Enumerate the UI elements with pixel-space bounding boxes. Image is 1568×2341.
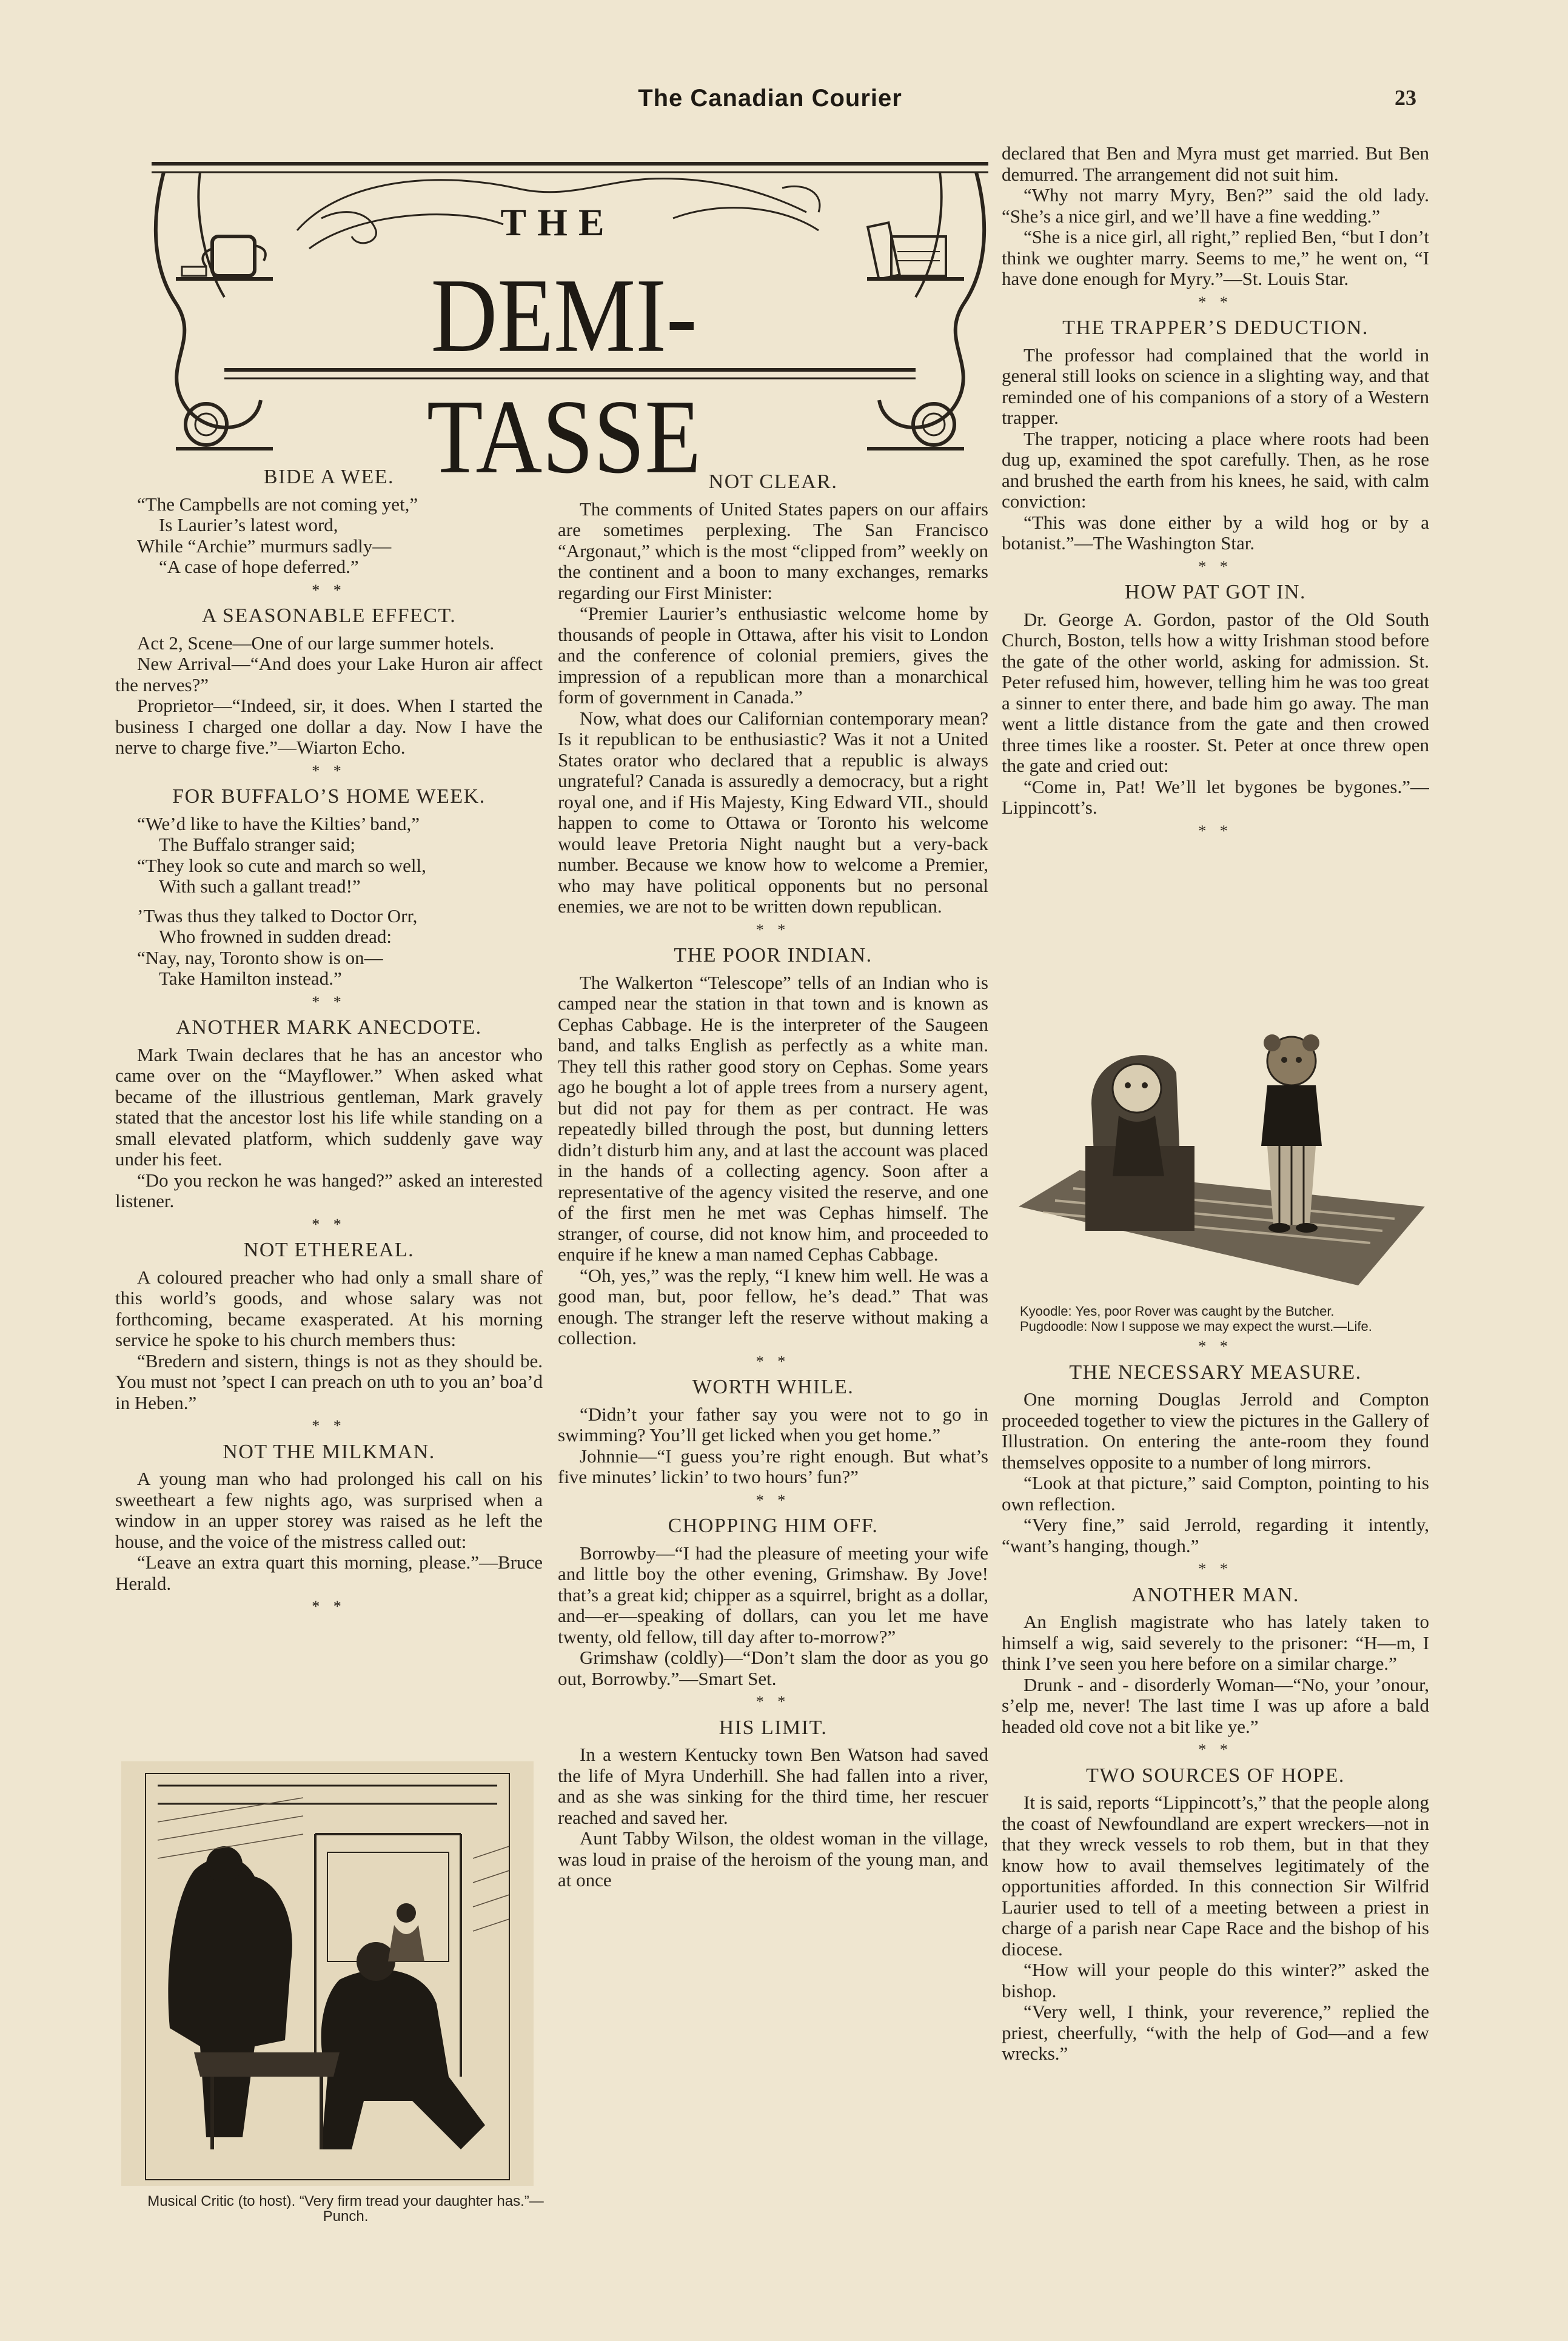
column-3-top <box>1002 143 1429 1004</box>
paragraph: An English magistrate who has lately taken to himself a wig, said severely to the prisoner: “H—m, I think I’ve seen you here before on a similar charge.” <box>1002 1611 1429 1674</box>
separator-stars: * * <box>312 1215 346 1233</box>
paragraph: Now, what does our Californian contemporary mean? Is it republican to be enthusiastic? Was it not a United States orator who declared that a republic is always ungrateful? Canada is assuredly a democracy, but a right royal one, and if His Majesty, King Edward VII., should happen to come to Ottawa or Toronto his welcome would leave Pretoria Night naught but a very-back number. Because we know how to welcome a Premier, who may have political opponents but no personal enemies, we are not to be written down republican. <box>558 707 988 917</box>
paragraph: The trapper, noticing a place where roots had been dug up, examined the spot carefully. Then, as he rose and brushed the earth from his knees, he said, with calm conviction: <box>1002 427 1429 512</box>
paragraph: “Why not marry Myry, Ben?” said the old lady. “She’s a nice girl, and we’ll have a fine wedding.” <box>1002 184 1429 227</box>
separator-stars: * * <box>1198 1741 1233 1758</box>
paragraph: Act 2, Scene—One of our large summer hotels. <box>137 632 495 654</box>
paragraph: “Come in, Pat! We’ll let bygones be bygones.”—Lippincott’s. <box>1002 775 1429 818</box>
page-number: 23 <box>1395 85 1416 110</box>
paragraph: The Walkerton “Telescope” tells of an Indian who is camped near the station in that town and is known as Cephas Cabbage. He is the interpreter of the Saugeen band, and talks English as perfectly as a white man. They tell this rather good story on Cephas. Some years ago he bought a lot of apple trees from a nursery agent, but did not pay for them as per contract. He was repeatedly billed through the post, but dunning letters didn’t disturb him any, and at last the account was placed in the hands of a collecting agency. Soon after a representative of the agency visited the reserve, and one of the first men he met was Cephas himself. The stranger, of course, did not know him, and proceeded to enquire if he knew a man named Cephas Cabbage. <box>558 971 988 1265</box>
separator-stars: * * <box>312 1417 346 1435</box>
kyoodle-pugdoodle-illustration <box>1007 1025 1425 1291</box>
paragraph: “Oh, yes,” was the reply, “I knew him well. He was a good man, but, poor fellow, he’s dead.” That was enough. The stranger left the reserve without making a collection. <box>558 1264 988 1348</box>
verse-line: “Nay, nay, Toronto show is on— <box>137 946 383 968</box>
paragraph: Proprietor—“Indeed, sir, it does. When I started the business I charged one dollar a day. Now I have the nerve to charge five.”—Wiarton Echo. <box>115 695 543 758</box>
running-head <box>0 85 1568 121</box>
paragraph: “Premier Laurier’s enthusiastic welcome home by thousands of people in Ottawa, after his visit to London and the conference of colonial premiers, gives the impression of a republican more than a monarchical form of government in Canada.” <box>558 603 988 708</box>
paragraph: Drunk - and - disorderly Woman—“No, your ’onour, s’elp me, never! The last time I was up afore a bald headed old cove not a bit like ye.” <box>1002 1673 1429 1737</box>
separator-stars: * * <box>312 581 346 599</box>
journal-title: The Canadian Courier <box>638 85 902 112</box>
paragraph: Grimshaw (coldly)—“Don’t slam the door as you go out, Borrowby.”—Smart Set. <box>558 1647 988 1689</box>
paragraph: “Very well, I think, your reverence,” replied the priest, cheerfully, “with the help of God—and a few wrecks.” <box>1002 2001 1429 2064</box>
verse-line: “The Campbells are not coming yet,” <box>137 493 418 515</box>
paragraph: In a western Kentucky town Ben Watson had saved the life of Myra Underhill. She had fallen into a river, and as she was sinking for the third time, her rescuer reached and saved her. <box>558 1744 988 1828</box>
heading-not-clear: NOT CLEAR. <box>708 471 838 493</box>
separator-stars: * * <box>1198 557 1233 575</box>
heading-two-sources-of-hope: TWO SOURCES OF HOPE. <box>1086 1764 1345 1787</box>
paragraph: “She is a nice girl, all right,” replied Ben, “but I don’t think we oughter marry. Seems to me,” he went on, “I have done enough for Myry.”—St. Louis Star. <box>1002 226 1429 289</box>
paragraph: declared that Ben and Myra must get married. But Ben demurred. The arrangement did not suit him. <box>1002 143 1429 185</box>
verse-line: The Buffalo stranger said; <box>159 834 355 855</box>
separator-stars: * * <box>756 1693 791 1710</box>
verse-line: With such a gallant tread!” <box>159 876 361 897</box>
separator-stars: * * <box>756 1352 791 1370</box>
paragraph: “Very fine,” said Jerrold, regarding it intently, “want’s hanging, though.” <box>1002 1514 1429 1556</box>
separator-stars: * * <box>1198 822 1233 840</box>
column-1 <box>115 462 543 1735</box>
heading-another-man: ANOTHER MAN. <box>1131 1583 1299 1606</box>
heading-poor-indian: THE POOR INDIAN. <box>674 944 873 966</box>
separator-stars: * * <box>312 993 346 1011</box>
separator-stars: * * <box>312 762 346 780</box>
paragraph: Aunt Tabby Wilson, the oldest woman in the village, was loud in praise of the heroism of the young man, and at once <box>558 1827 988 1891</box>
paragraph: A coloured preacher who had only a small share of this world’s goods, and whose salary was not forthcoming, became exasperated. At his morning service he spoke to his church members thus: <box>115 1266 543 1350</box>
column-2 <box>558 467 988 2256</box>
heading-necessary-measure: THE NECESSARY MEASURE. <box>1069 1361 1362 1384</box>
verse-line: Is Laurier’s latest word, <box>159 514 338 535</box>
banner-title-big: DEMI-TASSE <box>426 256 702 495</box>
paragraph: “Leave an extra quart this morning, please.”—Bruce Herald. <box>115 1552 543 1594</box>
musical-critic-illustration <box>121 1761 534 2186</box>
paragraph: “How will your people do this winter?” asked the bishop. <box>1002 1959 1429 2001</box>
verse-line: “A case of hope deferred.” <box>159 556 359 577</box>
verse-buffalo <box>115 814 543 990</box>
separator-stars: * * <box>312 1598 346 1615</box>
paragraph: The professor had complained that the world in general still looks on science in a slighting way, and that reminded one of his companions of a story of a Western trapper. <box>1002 344 1429 428</box>
separator-stars: * * <box>756 1491 791 1509</box>
illustration-caption-2b: Pugdoodle: Now I suppose we may expect the wurst.—Life. <box>1020 1319 1372 1334</box>
heading-mark-anecdote: ANOTHER MARK ANECDOTE. <box>176 1016 482 1039</box>
separator-stars: * * <box>1198 1338 1233 1355</box>
paragraph: “Didn’t your father say you were not to go in swimming? You’ll get licked when you get home.” <box>558 1403 988 1445</box>
paragraph: It is said, reports “Lippincott’s,” that the people along the coast of Newfoundland are expert wreckers—not in that they wreck vessels to rob them, but in that they know how to avail themselves legitimately of the opportunities afforded. In this connection Sir Wilfrid Laurier used to tell of a meeting between a priest in charge of a parish near Cape Race and the bishop of his diocese. <box>1002 1792 1429 1960</box>
banner-title-small: THE <box>500 201 615 244</box>
paragraph: The comments of United States papers on our affairs are sometimes perplexing. The San Francisco “Argonaut,” which is the most “clipped from” weekly on the continent and a boon to many exchanges, remarks regarding our First Minister: <box>558 498 988 603</box>
paragraph: Johnnie—“I guess you’re right enough. But what’s five minutes’ lickin’ to two hours’ fun?” <box>558 1445 988 1487</box>
heading-buffalo-home-week: FOR BUFFALO’S HOME WEEK. <box>172 785 486 808</box>
paragraph: “Do you reckon he was hanged?” asked an interested listener. <box>115 1169 543 1211</box>
heading-bide-a-wee: BIDE A WEE. <box>263 466 395 488</box>
verse-line: While “Archie” murmurs sadly— <box>137 535 392 557</box>
heading-not-ethereal: NOT ETHEREAL. <box>243 1239 415 1261</box>
separator-stars: * * <box>1198 1560 1233 1578</box>
illustration-caption-1: Musical Critic (to host). “Very firm tread your daughter has.”—Punch. <box>147 2193 544 2225</box>
separator-stars: * * <box>1198 293 1233 311</box>
heading-how-pat-got-in: HOW PAT GOT IN. <box>1125 581 1306 603</box>
verse-line: “They look so cute and march so well, <box>137 854 426 876</box>
heading-trappers-deduction: THE TRAPPER’S DEDUCTION. <box>1062 316 1369 339</box>
paragraph: One morning Douglas Jerrold and Compton proceeded together to view the pictures in the Gallery of Illustration. On entering the ante-room they found themselves opposite to a number of long mirrors. <box>1002 1388 1429 1473</box>
heading-his-limit: HIS LIMIT. <box>719 1716 828 1739</box>
paragraph: “Look at that picture,” said Compton, pointing to his own reflection. <box>1002 1472 1429 1515</box>
paragraph: Borrowby—“I had the pleasure of meeting your wife and little boy the other evening, Grimshaw. By Jove! that’s a great kid; chipper as a squirrel, bright as a dollar, and—er—speaking of dollars, can you let me have twenty, old fellow, till day after to-morrow?” <box>558 1542 988 1647</box>
verse-line: Take Hamilton instead.” <box>159 968 342 989</box>
heading-not-the-milkman: NOT THE MILKMAN. <box>223 1440 435 1463</box>
heading-seasonable-effect: A SEASONABLE EFFECT. <box>201 605 457 627</box>
paragraph: Dr. George A. Gordon, pastor of the Old South Church, Boston, tells how a witty Irishman stood before the gate of the other world, asking for admission. St. Peter refused him, however, telling him he was too great a sinner to enter there, and bade him go away. The man went a little distance from the gate and then crowed three times like a rooster. St. Peter at once threw open the gate and cried out: <box>1002 608 1429 776</box>
heading-worth-while: WORTH WHILE. <box>692 1376 854 1398</box>
column-3-bottom <box>1002 1304 1429 2249</box>
paragraph: “This was done either by a wild hog or by a botanist.”—The Washington Star. <box>1002 511 1429 554</box>
paragraph: “Bredern and sistern, things is not as they should be. You must not ’spect I can preach on uth to you an’ boa’d in Heben.” <box>115 1350 543 1413</box>
paragraph: A young man who had prolonged his call on his sweetheart a few nights ago, was surprised when a window in an upper storey was raised as he left the house, and the voice of the mistress called out: <box>115 1468 543 1552</box>
paragraph: Mark Twain declares that he has an ancestor who came over on the “Mayflower.” When asked what became of the illustrious gentleman, Mark gravely stated that the ancestor lost his life while standing on a small elevated platform, which suddenly gave way under his feet. <box>115 1043 543 1170</box>
illustration-caption-2a: Kyoodle: Yes, poor Rover was caught by the Butcher. <box>1020 1304 1335 1319</box>
verse-line: Who frowned in sudden dread: <box>159 926 392 947</box>
separator-stars: * * <box>756 920 791 939</box>
verse-line: “We’d like to have the Kilties’ band,” <box>137 812 420 834</box>
paragraph: New Arrival—“And does your Lake Huron air affect the nerves?” <box>115 653 543 695</box>
verse-line: ’Twas thus they talked to Doctor Orr, <box>137 905 418 926</box>
heading-chopping-him-off: CHOPPING HIM OFF. <box>668 1515 879 1537</box>
verse-bide-a-wee <box>115 494 543 578</box>
